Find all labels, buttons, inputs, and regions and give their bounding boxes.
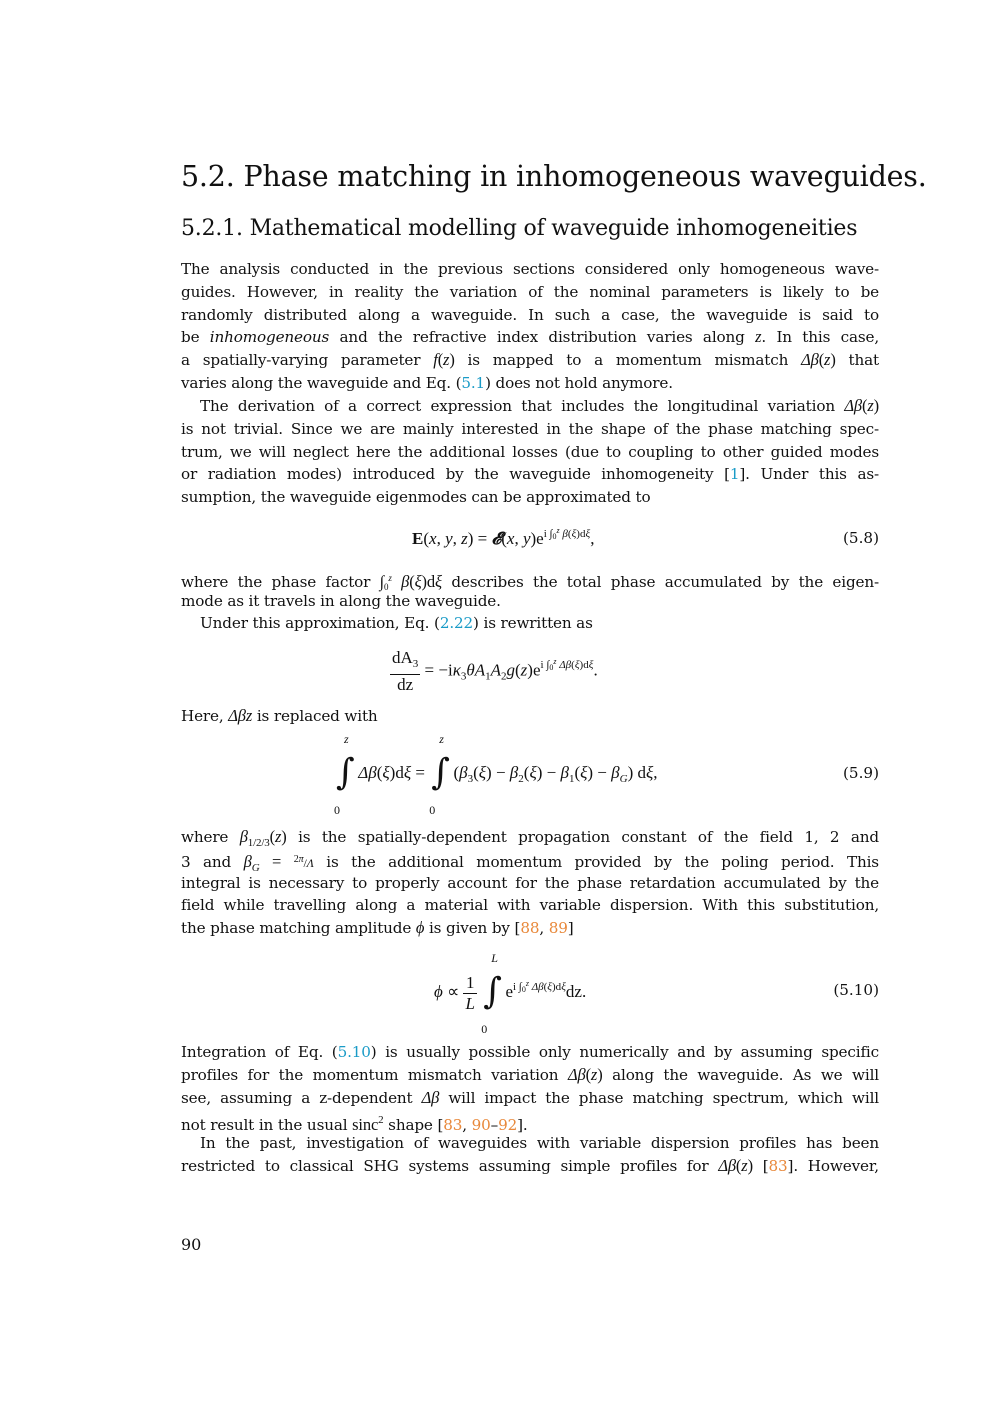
citation-link-88[interactable]: 88 xyxy=(520,919,540,938)
text-line: guides. However, in reality the variation of the nominal parameters is likely to be xyxy=(181,282,879,301)
equation-5-10 xyxy=(181,951,879,1036)
equation-number: (5.10) xyxy=(833,981,879,999)
equation-5-9 xyxy=(181,732,879,817)
page xyxy=(181,0,927,1414)
subsection-heading: 5.2.1. Mathematical modelling of waveguide inhomogeneities xyxy=(181,216,858,241)
paragraph-3 xyxy=(181,567,879,613)
equation-5-8 xyxy=(181,524,879,554)
text-line: integral is necessary to properly account for the phase retardation accumulated by the xyxy=(181,873,879,892)
paragraph-8 xyxy=(181,1132,879,1178)
text-line: profiles for the momentum mismatch variation Δβ(z) along the waveguide. As we will xyxy=(181,1064,879,1084)
text-line: randomly distributed along a waveguide. In such a case, the waveguide is said to xyxy=(181,305,879,324)
text-line: Integration of Eq. (5.10) is usually possible only numerically and by assuming specific xyxy=(181,1043,879,1061)
citation-link-90[interactable]: 90 xyxy=(471,1116,491,1135)
paragraph-7 xyxy=(181,1041,879,1135)
paragraph-2 xyxy=(181,395,879,509)
equation-body: ϕ ∝ $\frac{1}{L}$ ∫ L 0 $e^{i \int 0^z \Delta\beta(\xi)d\xi}dz$. xyxy=(434,951,587,1036)
text-line: The analysis conducted in the previous sections considered only homogeneous wave- xyxy=(181,260,879,278)
equation-da3-dz xyxy=(181,648,879,698)
text-line: 3 and $\beta_G = ^{2\pi}/\Lambda$ is the additional momentum provided by the poling period. This xyxy=(181,851,879,874)
text-line: field while travelling along a material with variable dispersion. With this substitution, xyxy=(181,896,879,915)
text-line: The derivation of a correct expression that includes the longitudinal variation Δβ(z) xyxy=(200,396,879,415)
equation-link-5-1[interactable]: 5.1 xyxy=(461,373,486,392)
equation-body: $\frac{dA_3}{dz}$ = $-i\kappa_3\theta A_1A_2g(z)e^{i \int 0^z \Delta\beta(\xi)d\xi}$. xyxy=(392,648,598,694)
paragraph-6 xyxy=(181,826,879,940)
text-line: sumption, the waveguide eigenmodes can be approximated to xyxy=(181,488,651,507)
text-line: see, assuming a z-dependent Δβ will impact the phase matching spectrum, which will xyxy=(181,1087,879,1107)
equation-body: ∫ z 0 Δβ(ξ)dξ = ∫ z 0 $(\beta_3(\xi) - \beta_2(\xi) - \beta_1(\xi) - \beta_G)$ dξ, xyxy=(334,732,658,817)
equation-body: E(x, y, z) = 𝓔(x, $y)e^{i \int 0^z \beta(\xi)d\xi}$, xyxy=(412,526,595,548)
equation-link-5-10[interactable]: 5.10 xyxy=(337,1043,371,1061)
citation-link-92[interactable]: 92 xyxy=(498,1116,518,1135)
text-line: varies along the waveguide and Eq. (5.1) does not hold anymore. xyxy=(181,373,673,392)
text-line: or radiation modes) introduced by the waveguide inhomogeneity [1]. Under this as- xyxy=(181,465,879,484)
text-line: mode as it travels in along the waveguide. xyxy=(181,591,501,610)
citation-link-83-b[interactable]: 83 xyxy=(768,1156,788,1175)
paragraph-1 xyxy=(181,258,879,395)
page-number: 90 xyxy=(181,1235,202,1254)
section-heading: 5.2. Phase matching in inhomogeneous waveguides. xyxy=(181,160,927,193)
text-line: where $\beta_{1/2/3}(z)$ is the spatially-dependent propagation constant of the field 1, 2 and xyxy=(181,827,879,849)
emphasis-inhomogeneous: inhomogeneous xyxy=(209,328,330,347)
paragraph-5 xyxy=(181,705,879,728)
text-line: trum, we will neglect here the additional losses (due to coupling to other guided modes xyxy=(181,442,879,461)
text-line: be inhomogeneous and the refractive index distribution varies along z. In this case, xyxy=(181,327,880,347)
text-line: a spatially-varying parameter f(z) is mapped to a momentum mismatch Δβ(z) that xyxy=(181,350,879,370)
equation-number: (5.8) xyxy=(842,529,879,547)
citation-link-83[interactable]: 83 xyxy=(443,1116,463,1135)
paragraph-4 xyxy=(181,612,879,635)
equation-link-2-22[interactable]: 2.22 xyxy=(439,614,474,632)
text-line: In the past, investigation of waveguides with variable dispersion profiles has been xyxy=(200,1134,879,1152)
citation-link-89[interactable]: 89 xyxy=(548,919,568,938)
text-line: Here, Δβz is replaced with xyxy=(181,706,378,725)
equation-number: (5.9) xyxy=(842,764,879,782)
text-line: restricted to classical SHG systems assuming simple profiles for Δβ(z) [83]. However, xyxy=(181,1155,879,1175)
citation-link-1[interactable]: 1 xyxy=(729,465,740,484)
text-line: the phase matching amplitude ϕ is given by [88, 89] xyxy=(181,918,574,938)
text-line: is not trivial. Since we are mainly interested in the shape of the phase matching spec- xyxy=(181,419,879,438)
text-line: where the phase factor ∫0$^z$ β(ξ)dξ describes the total phase accumulated by the eigen- xyxy=(181,572,879,592)
text-line: Under this approximation, Eq. (2.22) is rewritten as xyxy=(200,614,593,632)
text-line: not result in the usual sinc$^2$ shape [83, 90–92]. xyxy=(181,1114,528,1135)
